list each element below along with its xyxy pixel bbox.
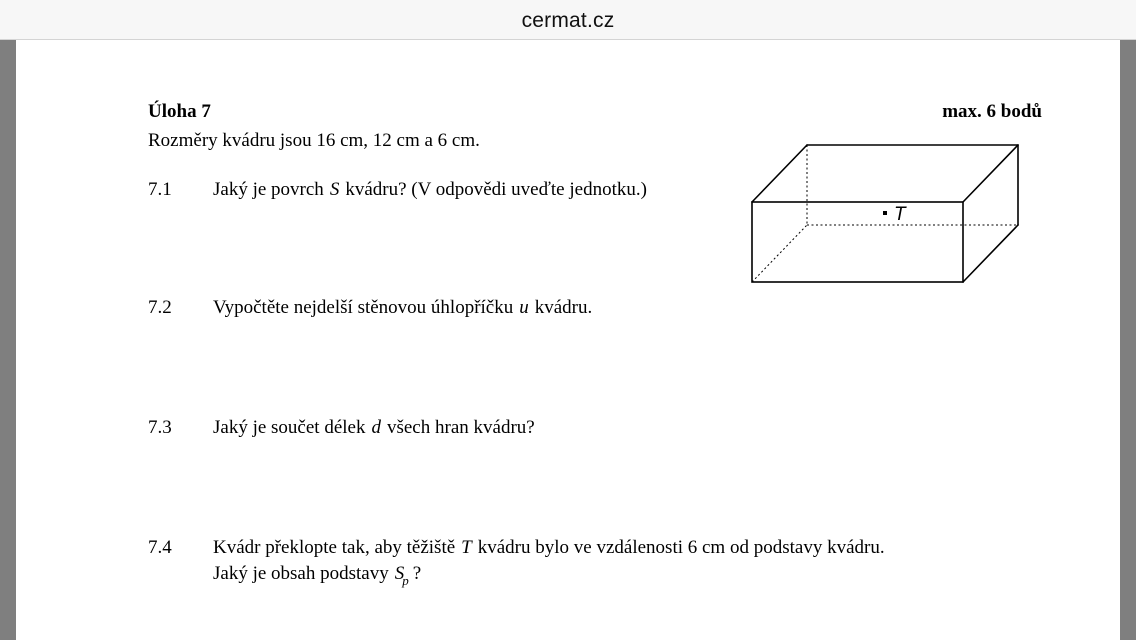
question-variable-subscript: p (402, 573, 409, 588)
question-text-before: Jaký je obsah podstavy (213, 563, 389, 584)
question-text-before: Kvádr překlopte tak, aby těžiště (213, 537, 456, 558)
question-variable: S (394, 563, 405, 584)
question-text-after: ? (412, 563, 422, 584)
question-text-after: všech hran kvádru? (386, 417, 535, 438)
task-intro: Rozměry kvádru jsou 16 cm, 12 cm a 6 cm. (148, 130, 480, 151)
question-variable: d (371, 417, 381, 438)
question-text-before: Vypočtěte nejdelší stěnovou úhlopříčku (213, 297, 514, 318)
question-text-before: Jaký je součet délek (213, 417, 366, 438)
question-variable: T (461, 537, 472, 558)
browser-address-bar[interactable] (0, 0, 1136, 40)
question-text-line2 (213, 563, 422, 588)
task-title: Úloha 7 (148, 101, 211, 122)
question-text (213, 417, 535, 439)
cuboid-figure (750, 142, 1024, 284)
question-variable: u (519, 297, 529, 318)
centroid-label: T (894, 204, 906, 225)
question-number: 7.3 (148, 417, 172, 438)
max-points: max. 6 bodů (942, 101, 1042, 122)
question-text (213, 537, 885, 559)
question-text-after: kvádru? (V odpovědi uveďte jednotku.) (345, 179, 647, 200)
cuboid-bottom-right-edge (963, 225, 1018, 282)
cuboid-top-right-edge (963, 145, 1018, 202)
question-text (213, 297, 592, 319)
cuboid-front-face (752, 202, 963, 282)
question-text-after: kvádru bylo ve vzdálenosti 6 cm od podstavy kvádru. (477, 537, 885, 558)
question-number: 7.4 (148, 537, 172, 558)
url-text[interactable]: cermat.cz (521, 8, 615, 32)
question-text (213, 179, 647, 201)
question-number: 7.2 (148, 297, 172, 318)
question-variable: S (329, 179, 340, 200)
question-number: 7.1 (148, 179, 172, 200)
question-text-after: kvádru. (534, 297, 593, 318)
cuboid-hidden-left-edge (752, 225, 807, 282)
question-text-before: Jaký je povrch (213, 179, 324, 200)
cuboid-top-left-edge (752, 145, 807, 202)
centroid-point (883, 211, 887, 215)
document-page (16, 40, 1120, 640)
